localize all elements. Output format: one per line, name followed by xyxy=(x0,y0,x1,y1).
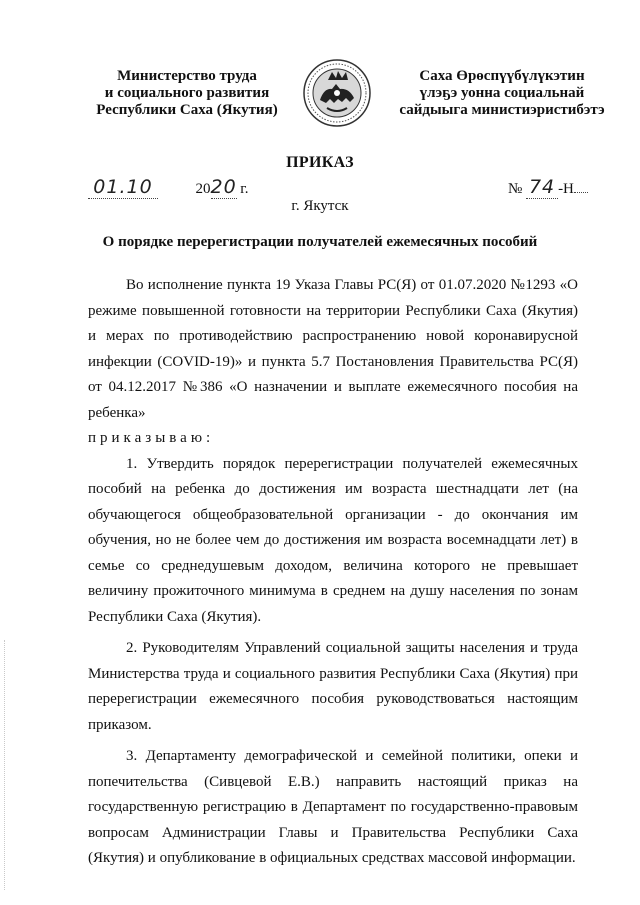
scan-margin-line xyxy=(4,640,5,890)
ministry-name-line-2: и социального развития xyxy=(104,85,270,101)
year-prefix: 20 xyxy=(195,181,211,197)
document-title: ПРИКАЗ xyxy=(286,154,354,171)
handwritten-year: 20 xyxy=(210,176,237,198)
ministry-name-line-1: Министерство труда xyxy=(117,68,257,84)
order-word: приказываю: xyxy=(88,430,215,446)
ministry-name-sakha xyxy=(382,68,622,119)
handwritten-number: 74 xyxy=(528,176,556,198)
city: г. Якутск xyxy=(291,198,349,214)
preamble-paragraph: Во исполнение пункта 19 Указа Главы РС(Я) от 01.07.2020 №1293 «О режиме повышенной готовности на территории Республики Саха (Якутия) и мерах по противодействию распространению новой коронавирусной инфекции (COVID-19)» и пункта 5.7 Постановления Правительства РС(Я) от 04.12.2017 №386 «О назначении и выплате ежемесячного пособия на ребенка» xyxy=(88,277,578,421)
order-date xyxy=(88,178,248,199)
ministry-name-sakha-line-1: Саха Өрөспүүбүлүкэтин xyxy=(419,68,585,84)
ministry-name-sakha-line-3: сайдыыга министиэристибэтэ xyxy=(399,102,605,118)
order-subject: О порядке перерегистрации получателей ежемесячных пособий xyxy=(102,234,538,250)
sakha-republic-coat-of-arms-icon xyxy=(302,58,372,128)
number-suffix: -Н xyxy=(558,181,574,197)
ministry-name-russian xyxy=(82,68,292,119)
ministry-name-line-3: Республики Саха (Якутия) xyxy=(96,102,278,118)
ministry-name-sakha-line-2: үлэҕэ уонна социальнай xyxy=(419,85,585,101)
order-item-2: 2. Руководителям Управлений социальной защиты населения и труда Министерства труда и социального развития Республики Саха (Якутия) при перерегистрации ежемесячного пособия руководствоваться настоящим приказом. xyxy=(88,640,578,733)
year-suffix: г. xyxy=(240,181,249,197)
handwritten-date: 01.10 xyxy=(93,176,153,198)
number-sign: № xyxy=(508,181,523,197)
order-item-3: 3. Департаменту демографической и семейной политики, опеки и попечительства (Сивцевой Е.В.) направить настоящий приказ на государственную регистрацию в Департамент по государственно-правовым вопросам Администрации Главы и Правительства Республики Саха (Якутия) и опубликование в официальных средствах массовой информации. xyxy=(88,748,578,866)
order-number xyxy=(508,178,588,199)
order-body xyxy=(88,273,578,872)
order-item-1: 1. Утвердить порядок перерегистрации получателей ежемесячных пособий на ребенка до достижения им возраста шестнадцати лет (на обучающегося общеобразовательной организации - до окончания им обучения, но не более чем до достижения им возраста восемнадцати лет) в семье со среднедушевым доходом, величина которого не превышает величину прожиточного минимума в среднем на душу населения по зонам Республики Саха (Якутия). xyxy=(88,455,578,625)
